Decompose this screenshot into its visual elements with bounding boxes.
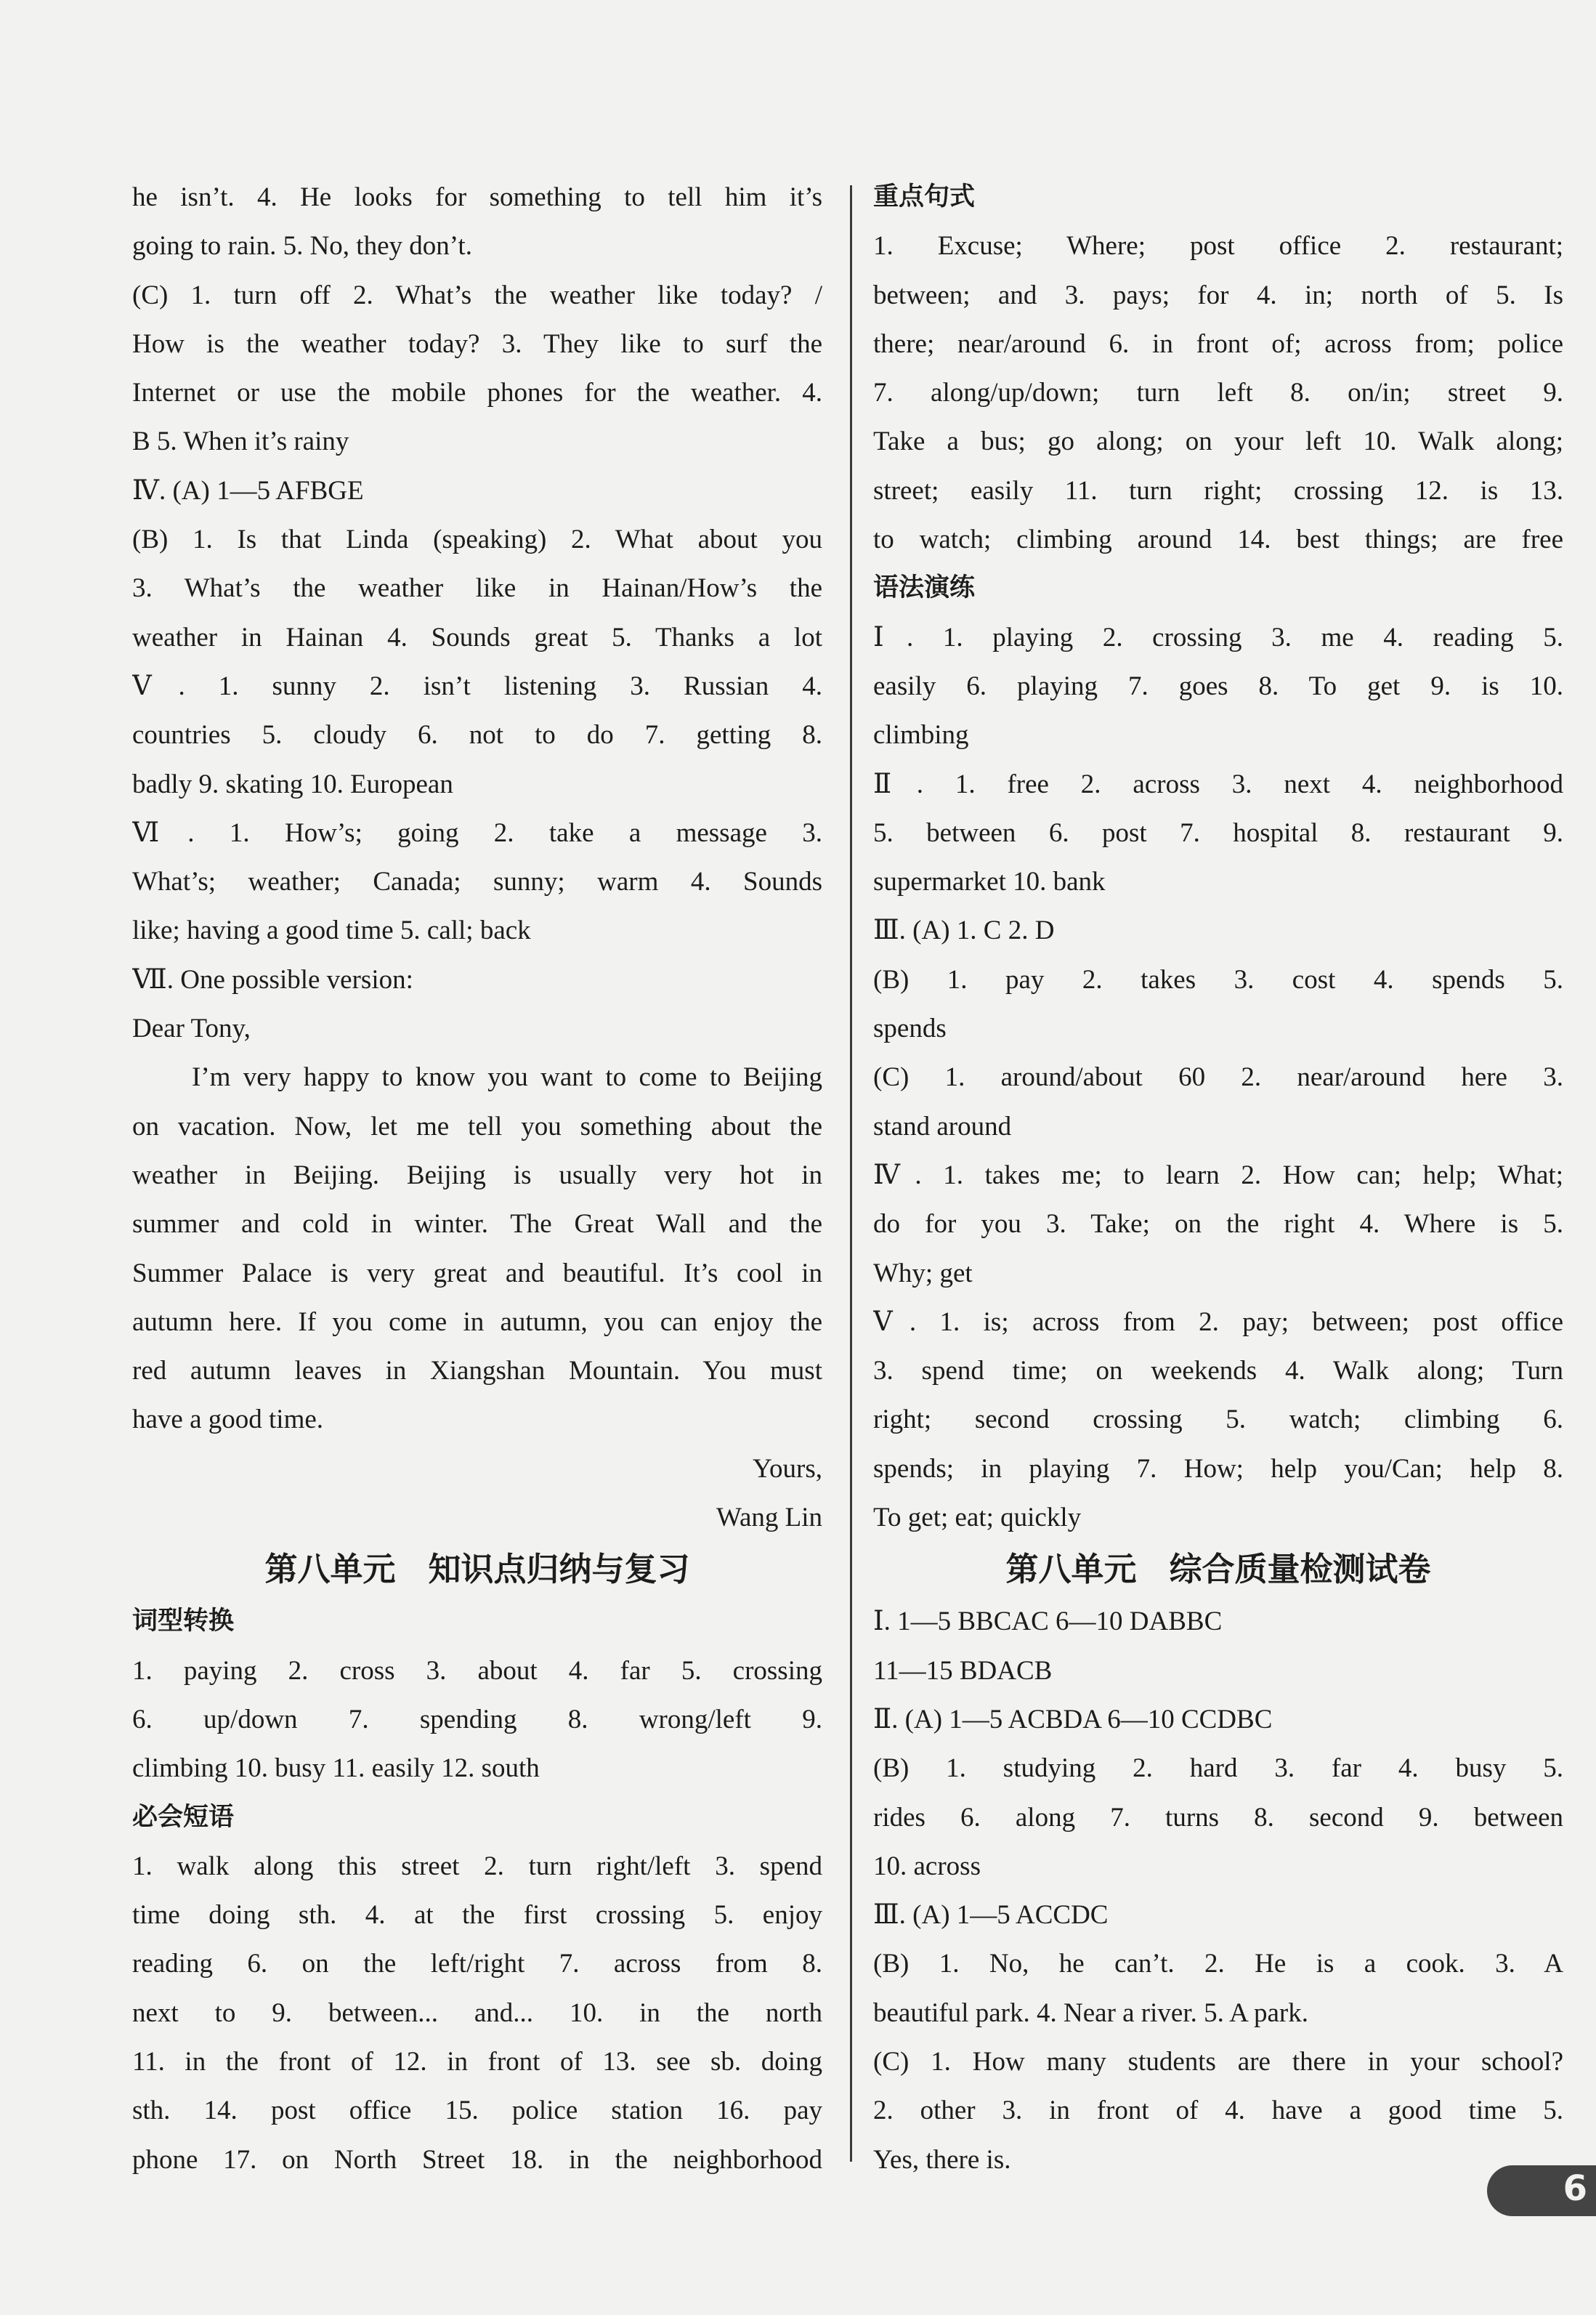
answer-line: Take a bus; go along; on your left 10. Walk along; [873,427,1563,457]
answer-line: phone 17. on North Street 18. in the neighborhood [132,2144,822,2175]
answer-line: reading 6. on the left/right 7. across from 8. [132,1949,822,1979]
answer-line: Ⅵ. 1. How’s; going 2. take a message 3. [132,817,822,848]
answer-line: going to rain. 5. No, they don’t. [132,231,472,262]
answer-line: Ⅳ. 1. takes me; to learn 2. How can; help; What; [873,1160,1563,1190]
answer-line: easily 6. playing 7. goes 8. To get 9. is 10. [873,671,1563,701]
answer-line: supermarket 10. bank [873,867,1106,897]
column-divider [850,185,852,2162]
answer-line: 3. What’s the weather like in Hainan/How’s the [132,573,822,604]
answer-line: How is the weather today? 3. They like to surf the [132,328,822,359]
letter-line: weather in Beijing. Beijing is usually very hot in [132,1160,822,1190]
answer-line: Yes, there is. [873,2144,1011,2175]
answer-line: B 5. When it’s rainy [132,427,349,457]
answer-line: between; and 3. pays; for 4. in; north of 5. Is [873,280,1563,310]
letter-line: summer and cold in winter. The Great Wall and the [132,1209,822,1240]
answer-line: there; near/around 6. in front of; across from; police [873,328,1563,359]
answer-line: 3. spend time; on weekends 4. Walk along; Turn [873,1356,1563,1386]
answer-line: (B) 1. Is that Linda (speaking) 2. What about you [132,525,822,555]
letter-line: red autumn leaves in Xiangshan Mountain. You must [132,1356,822,1386]
answer-line: rides 6. along 7. turns 8. second 9. between [873,1802,1563,1833]
answer-line: do for you 3. Take; on the right 4. Where is 5. [873,1209,1563,1240]
answer-line: Ⅲ. (A) 1. C 2. D [873,916,1055,946]
answer-line: spends [873,1014,947,1044]
answer-line: What’s; weather; Canada; sunny; warm 4. Sounds [132,867,822,897]
section-heading: 词型转换 [132,1607,235,1636]
letter-line: autumn here. If you come in autumn, you can enjoy the [132,1306,822,1337]
answer-line: next to 9. between... and... 10. in the north [132,1997,822,2028]
letter-line: have a good time. [132,1405,324,1435]
answer-line: beautiful park. 4. Near a river. 5. A park. [873,1997,1308,2028]
answer-line: (B) 1. No, he can’t. 2. He is a cook. 3. A [873,1949,1563,1979]
answer-line: countries 5. cloudy 6. not to do 7. getting 8. [132,720,822,751]
section-heading: 语法演练 [873,573,976,603]
answer-line: (B) 1. studying 2. hard 3. far 4. busy 5. [873,1753,1563,1784]
answer-line: badly 9. skating 10. European [132,769,453,799]
answer-line: (C) 1. around/about 60 2. near/around here 3. [873,1062,1563,1093]
section-heading: 必会短语 [132,1802,235,1832]
answer-line: like; having a good time 5. call; back [132,916,531,946]
section-heading: 重点句式 [873,182,976,211]
answer-line: 2. other 3. in front of 4. have a good time 5. [873,2096,1563,2126]
answer-line: spends; in playing 7. How; help you/Can; help 8. [873,1453,1563,1484]
answer-line: street; easily 11. turn right; crossing 12. is 13. [873,475,1563,506]
answer-line: stand around [873,1111,1012,1142]
answer-line: Why; get [873,1258,973,1288]
letter-salutation: Dear Tony, [132,1014,251,1044]
answer-line: (B) 1. pay 2. takes 3. cost 4. spends 5. [873,964,1563,995]
answer-line: climbing [873,720,969,751]
answer-line: Ⅴ. 1. is; across from 2. pay; between; post office [873,1306,1563,1337]
letter-line: Summer Palace is very great and beautiful. It’s cool in [132,1258,822,1288]
answer-line: (C) 1. How many students are there in your school? [873,2046,1563,2077]
answer-line: to watch; climbing around 14. best things; are free [873,525,1563,555]
letter-signature: Wang Lin [716,1503,822,1533]
answer-line: Ⅱ. 1. free 2. across 3. next 4. neighborhood [873,769,1563,799]
answer-line: 11. in the front of 12. in front of 13. see sb. doing [132,2046,822,2077]
answer-line: sth. 14. post office 15. police station 16. pay [132,2096,822,2126]
answer-line: time doing sth. 4. at the first crossing 5. enjoy [132,1900,822,1931]
right-column [873,173,1563,2184]
answer-line: (C) 1. turn off 2. What’s the weather like today? / [132,280,822,310]
page-number: 6 [1563,2168,1587,2209]
answer-line: Ⅲ. (A) 1—5 ACCDC [873,1900,1109,1931]
answer-line: climbing 10. busy 11. easily 12. south [132,1753,540,1784]
answer-line: Ⅶ. One possible version: [132,964,413,995]
section-title: 第八单元 综合质量检测试卷 [1005,1550,1431,1589]
answer-line: Ⅴ. 1. sunny 2. isn’t listening 3. Russian 4. [132,671,822,701]
answer-line: 7. along/up/down; turn left 8. on/in; street 9. [873,378,1563,408]
left-column [132,173,822,2184]
answer-line: right; second crossing 5. watch; climbing 6. [873,1405,1563,1435]
page-number-tab [1487,2165,1596,2216]
answer-line: Ⅰ. 1. playing 2. crossing 3. me 4. reading 5. [873,622,1563,653]
answer-line: Ⅱ. (A) 1—5 ACBDA 6—10 CCDBC [873,1704,1273,1734]
answer-line: Ⅳ. (A) 1—5 AFBGE [132,475,364,506]
letter-line: on vacation. Now, let me tell you something about the [132,1111,822,1142]
answer-line: weather in Hainan 4. Sounds great 5. Thanks a lot [132,622,822,653]
answer-line: 10. across [873,1851,981,1881]
answer-line: 6. up/down 7. spending 8. wrong/left 9. [132,1704,822,1734]
answer-line: 11—15 BDACB [873,1655,1053,1686]
answer-line: To get; eat; quickly [873,1503,1082,1533]
answer-line: he isn’t. 4. He looks for something to tell him it’s [132,182,822,212]
answer-line: 1. paying 2. cross 3. about 4. far 5. crossing [132,1655,822,1686]
letter-line: I’m very happy to know you want to come to Beijing [192,1062,822,1093]
answer-line: 1. Excuse; Where; post office 2. restaurant; [873,231,1563,262]
answer-line: 5. between 6. post 7. hospital 8. restaurant 9. [873,817,1563,848]
answer-line: 1. walk along this street 2. turn right/left 3. spend [132,1851,822,1881]
answer-line: Internet or use the mobile phones for the weather. 4. [132,378,822,408]
letter-closing: Yours, [753,1453,822,1484]
answer-line: Ⅰ. 1—5 BBCAC 6—10 DABBC [873,1607,1223,1637]
section-title: 第八单元 知识点归纳与复习 [264,1550,690,1589]
